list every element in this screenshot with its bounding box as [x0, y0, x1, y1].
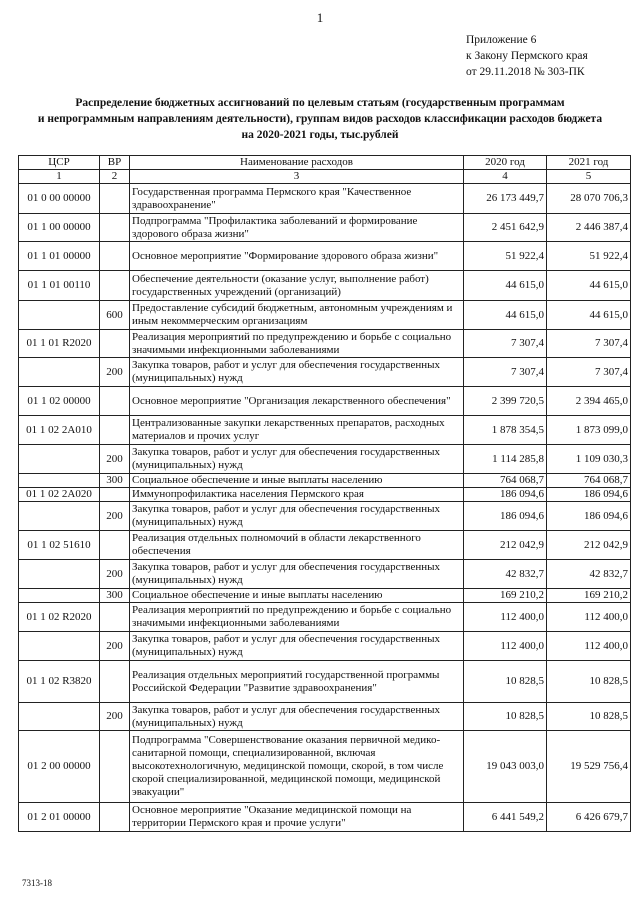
cell-vr: 200	[100, 560, 130, 589]
cell-name: Реализация отдельных полномочий в области лекарственного обеспечения	[130, 531, 464, 560]
cell-csr: 01 1 02 2А020	[19, 488, 100, 502]
cell-2021: 112 400,0	[547, 632, 631, 661]
header-number-row	[19, 170, 631, 184]
title-line: Распределение бюджетных ассигнований по целевым статьям (государственным программам	[75, 97, 565, 109]
cell-2020: 112 400,0	[464, 603, 547, 632]
cell-2021: 6 426 679,7	[547, 803, 631, 832]
cell-2021: 2 446 387,4	[547, 214, 631, 242]
table-row	[19, 488, 631, 502]
table-row	[19, 502, 631, 531]
cell-vr	[100, 271, 130, 301]
header-name: Наименование расходов	[130, 156, 464, 170]
cell-2021: 7 307,4	[547, 330, 631, 358]
table-row	[19, 603, 631, 632]
table-row	[19, 531, 631, 560]
cell-vr: 200	[100, 632, 130, 661]
cell-csr: 01 1 01 00000	[19, 242, 100, 271]
cell-vr	[100, 603, 130, 632]
cell-2020: 186 094,6	[464, 488, 547, 502]
cell-name: Реализация мероприятий по предупреждению и борьбе с социально значимыми инфекционными заболеваниями	[130, 603, 464, 632]
cell-2020: 212 042,9	[464, 531, 547, 560]
cell-2021: 1 873 099,0	[547, 416, 631, 445]
cell-csr	[19, 474, 100, 488]
table-row	[19, 242, 631, 271]
cell-csr	[19, 632, 100, 661]
table-row	[19, 445, 631, 474]
cell-vr: 300	[100, 589, 130, 603]
cell-2020: 44 615,0	[464, 301, 547, 330]
cell-2021: 10 828,5	[547, 703, 631, 731]
cell-2021: 7 307,4	[547, 358, 631, 387]
header-num: 5	[547, 170, 631, 184]
cell-2021: 186 094,6	[547, 502, 631, 531]
cell-2020: 2 399 720,5	[464, 387, 547, 416]
cell-2020: 51 922,4	[464, 242, 547, 271]
cell-2021: 44 615,0	[547, 301, 631, 330]
cell-vr	[100, 242, 130, 271]
title-line: на 2020-2021 годы, тыс.рублей	[241, 129, 399, 141]
cell-csr	[19, 301, 100, 330]
cell-2021: 19 529 756,4	[547, 731, 631, 803]
budget-table	[18, 155, 631, 832]
cell-name: Обеспечение деятельности (оказание услуг, выполнение работ) государственных учреждений (организаций)	[130, 271, 464, 301]
cell-vr: 200	[100, 358, 130, 387]
cell-vr	[100, 416, 130, 445]
cell-vr	[100, 731, 130, 803]
table-row	[19, 184, 631, 214]
cell-vr	[100, 387, 130, 416]
appendix-block	[466, 32, 588, 80]
cell-2021: 764 068,7	[547, 474, 631, 488]
cell-name: Закупка товаров, работ и услуг для обеспечения государственных (муниципальных) нужд	[130, 502, 464, 531]
table-row	[19, 589, 631, 603]
cell-csr: 01 1 02 51610	[19, 531, 100, 560]
cell-name: Основное мероприятие "Оказание медицинской помощи на территории Пермского края и прочие услуги"	[130, 803, 464, 832]
cell-name: Иммунопрофилактика населения Пермского края	[130, 488, 464, 502]
header-num: 3	[130, 170, 464, 184]
cell-2021: 2 394 465,0	[547, 387, 631, 416]
cell-csr	[19, 560, 100, 589]
cell-2020: 10 828,5	[464, 661, 547, 703]
cell-vr: 200	[100, 502, 130, 531]
cell-vr	[100, 803, 130, 832]
cell-2020: 186 094,6	[464, 502, 547, 531]
cell-vr	[100, 184, 130, 214]
cell-csr: 01 1 02 2А010	[19, 416, 100, 445]
cell-2021: 169 210,2	[547, 589, 631, 603]
cell-name: Социальное обеспечение и иные выплаты населению	[130, 474, 464, 488]
cell-csr: 01 0 00 00000	[19, 184, 100, 214]
table-row	[19, 731, 631, 803]
table-row	[19, 560, 631, 589]
cell-name: Закупка товаров, работ и услуг для обеспечения государственных (муниципальных) нужд	[130, 560, 464, 589]
cell-2021: 10 828,5	[547, 661, 631, 703]
table-row	[19, 387, 631, 416]
cell-vr	[100, 531, 130, 560]
table-row	[19, 474, 631, 488]
table-row	[19, 301, 631, 330]
header-csr: ЦСР	[19, 156, 100, 170]
cell-csr: 01 2 00 00000	[19, 731, 100, 803]
cell-csr	[19, 358, 100, 387]
appendix-line: от 29.11.2018 № 303-ПК	[466, 66, 585, 78]
cell-2021: 212 042,9	[547, 531, 631, 560]
cell-name: Подпрограмма "Профилактика заболеваний и формирование здорового образа жизни"	[130, 214, 464, 242]
cell-name: Закупка товаров, работ и услуг для обеспечения государственных (муниципальных) нужд	[130, 445, 464, 474]
cell-name: Подпрограмма "Совершенствование оказания первичной медико-санитарной помощи, специализированной, включая высокотехнологичную, медицинской помощи, скорой, в том числе скорой специализированной, медицинской помощи, медицинской эвакуации"	[130, 731, 464, 803]
cell-2020: 42 832,7	[464, 560, 547, 589]
cell-2020: 169 210,2	[464, 589, 547, 603]
table-row	[19, 214, 631, 242]
cell-2020: 7 307,4	[464, 330, 547, 358]
cell-2021: 51 922,4	[547, 242, 631, 271]
table-row	[19, 661, 631, 703]
cell-vr	[100, 330, 130, 358]
cell-name: Закупка товаров, работ и услуг для обеспечения государственных (муниципальных) нужд	[130, 632, 464, 661]
cell-2020: 6 441 549,2	[464, 803, 547, 832]
table-row	[19, 703, 631, 731]
document-title	[20, 95, 620, 143]
cell-2021: 186 094,6	[547, 488, 631, 502]
cell-csr: 01 1 02 00000	[19, 387, 100, 416]
page-number: 1	[316, 10, 324, 25]
table-row	[19, 803, 631, 832]
cell-2020: 10 828,5	[464, 703, 547, 731]
cell-2020: 19 043 003,0	[464, 731, 547, 803]
cell-2021: 28 070 706,3	[547, 184, 631, 214]
cell-name: Предоставление субсидий бюджетным, автономным учреждениям и иным некоммерческим организациям	[130, 301, 464, 330]
table-row	[19, 330, 631, 358]
cell-csr: 01 1 01 00110	[19, 271, 100, 301]
cell-name: Реализация мероприятий по предупреждению и борьбе с социально значимыми инфекционными заболеваниями	[130, 330, 464, 358]
cell-2020: 7 307,4	[464, 358, 547, 387]
cell-2021: 42 832,7	[547, 560, 631, 589]
cell-name: Реализация отдельных мероприятий государственной программы Российской Федерации "Развитие здравоохранения"	[130, 661, 464, 703]
table-row	[19, 632, 631, 661]
cell-vr	[100, 488, 130, 502]
cell-2020: 26 173 449,7	[464, 184, 547, 214]
cell-csr	[19, 703, 100, 731]
cell-csr	[19, 445, 100, 474]
cell-name: Социальное обеспечение и иные выплаты населению	[130, 589, 464, 603]
cell-csr: 01 1 01 R2020	[19, 330, 100, 358]
cell-csr: 01 2 01 00000	[19, 803, 100, 832]
header-num: 1	[19, 170, 100, 184]
footer-code: 7313-18	[22, 878, 52, 888]
cell-2020: 1 114 285,8	[464, 445, 547, 474]
cell-2020: 2 451 642,9	[464, 214, 547, 242]
header-num: 4	[464, 170, 547, 184]
cell-2021: 1 109 030,3	[547, 445, 631, 474]
cell-name: Основное мероприятие "Организация лекарственного обеспечения"	[130, 387, 464, 416]
cell-vr: 200	[100, 703, 130, 731]
cell-csr	[19, 502, 100, 531]
cell-2021: 44 615,0	[547, 271, 631, 301]
appendix-line: Приложение 6	[466, 34, 537, 46]
cell-name: Закупка товаров, работ и услуг для обеспечения государственных (муниципальных) нужд	[130, 703, 464, 731]
budget-table-body	[19, 184, 631, 832]
header-vr: ВР	[100, 156, 130, 170]
cell-csr: 01 1 02 R2020	[19, 603, 100, 632]
cell-csr	[19, 589, 100, 603]
cell-name: Закупка товаров, работ и услуг для обеспечения государственных (муниципальных) нужд	[130, 358, 464, 387]
table-row	[19, 416, 631, 445]
title-line: и непрограммным направлениям деятельности), группам видов расходов классификации расходов бюджета	[37, 113, 603, 125]
appendix-line: к Закону Пермского края	[466, 50, 588, 62]
cell-2020: 1 878 354,5	[464, 416, 547, 445]
header-num: 2	[100, 170, 130, 184]
header-2021: 2021 год	[547, 156, 631, 170]
cell-2020: 44 615,0	[464, 271, 547, 301]
cell-2020: 112 400,0	[464, 632, 547, 661]
cell-name: Государственная программа Пермского края "Качественное здравоохранение"	[130, 184, 464, 214]
cell-vr	[100, 214, 130, 242]
cell-vr	[100, 661, 130, 703]
cell-name: Основное мероприятие "Формирование здорового образа жизни"	[130, 242, 464, 271]
cell-name: Централизованные закупки лекарственных препаратов, расходных материалов и прочих услуг	[130, 416, 464, 445]
header-row	[19, 156, 631, 170]
table-row	[19, 358, 631, 387]
header-2020: 2020 год	[464, 156, 547, 170]
cell-2020: 764 068,7	[464, 474, 547, 488]
cell-vr: 200	[100, 445, 130, 474]
cell-csr: 01 1 02 R3820	[19, 661, 100, 703]
cell-2021: 112 400,0	[547, 603, 631, 632]
cell-vr: 600	[100, 301, 130, 330]
cell-vr: 300	[100, 474, 130, 488]
cell-csr: 01 1 00 00000	[19, 214, 100, 242]
table-row	[19, 271, 631, 301]
